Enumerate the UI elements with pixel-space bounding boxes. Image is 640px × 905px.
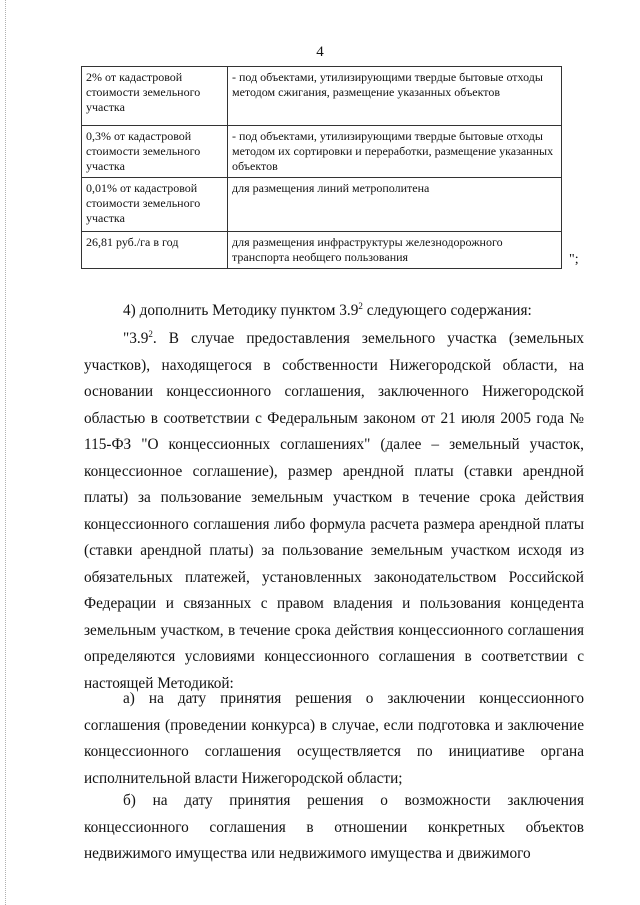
paragraph-subclause-a xyxy=(84,686,584,792)
paragraph-text: 4) дополнить Методику пунктом 3.9 xyxy=(123,302,359,319)
table-row xyxy=(82,126,562,178)
superscript: 2 xyxy=(358,300,363,311)
table-row xyxy=(82,67,562,126)
scan-margin-line xyxy=(5,0,7,905)
description-cell: для размещения линий метрополитена xyxy=(228,178,562,232)
rates-table xyxy=(81,66,562,269)
rate-cell: 26,81 руб./га в год xyxy=(82,232,228,269)
paragraph-amendment-intro xyxy=(84,298,584,325)
table-row xyxy=(82,178,562,232)
paragraph-subclause-b xyxy=(84,788,584,868)
rate-cell: 0,3% от кадастровой стоимости земельного участка xyxy=(82,126,228,178)
rate-cell: 2% от кадастровой стоимости земельного участка xyxy=(82,67,228,126)
paragraph-text: б) на дату принятия решения о возможности заключения концессионного соглашения в отношении конкретных объектов недвижимого имущества или недвижимого имущества и движимого xyxy=(84,792,584,862)
paragraph-text: следующего содержания: xyxy=(362,302,532,319)
paragraph-text: "3.9 xyxy=(123,330,149,347)
table-closing-quote: "; xyxy=(569,252,579,267)
paragraph-text: а) на дату принятия решения о заключении концессионного соглашения (проведении конкурса) в случае, если подготовка и заключение концессионного соглашения осуществляется по инициативе органа исполнительной власти Нижегородской области; xyxy=(84,690,584,787)
paragraph-clause-3-9-2 xyxy=(84,326,584,697)
page-number: 4 xyxy=(316,44,324,60)
paragraph-text: . В случае предоставления земельного участка (земельных участков), находящегося в собственности Нижегородской области, на основании концессионного соглашения, заключенного Нижегородской областью в соответствии с Федеральным законом от 21 июля 2005 года № 115-ФЗ "О концессионных соглашениях" (далее – земельный участок, концессионное соглашение), размер арендной платы (ставки арендной платы) за пользование земельным участком в течение срока действия концессионного соглашения либо формула расчета размера арендной платы (ставки арендной платы) за пользование земельным участком исходя из обязательных платежей, установленных законодательством Российской Федерации и связанных с правом владения и пользования концедента земельным участком, в течение срока действия концессионного соглашения определяются условиями концессионного соглашения в соответствии с настоящей Методикой: xyxy=(84,330,584,692)
table-row xyxy=(82,232,562,269)
rate-cell: 0,01% от кадастровой стоимости земельного участка xyxy=(82,178,228,232)
superscript: 2 xyxy=(148,328,153,339)
description-cell: для размещения инфраструктуры железнодорожного транспорта необщего пользования xyxy=(228,232,562,269)
description-cell: - под объектами, утилизирующими твердые бытовые отходы методом сжигания, размещение указанных объектов xyxy=(228,67,562,126)
description-cell: - под объектами, утилизирующими твердые бытовые отходы методом их сортировки и переработки, размещение указанных объектов xyxy=(228,126,562,178)
